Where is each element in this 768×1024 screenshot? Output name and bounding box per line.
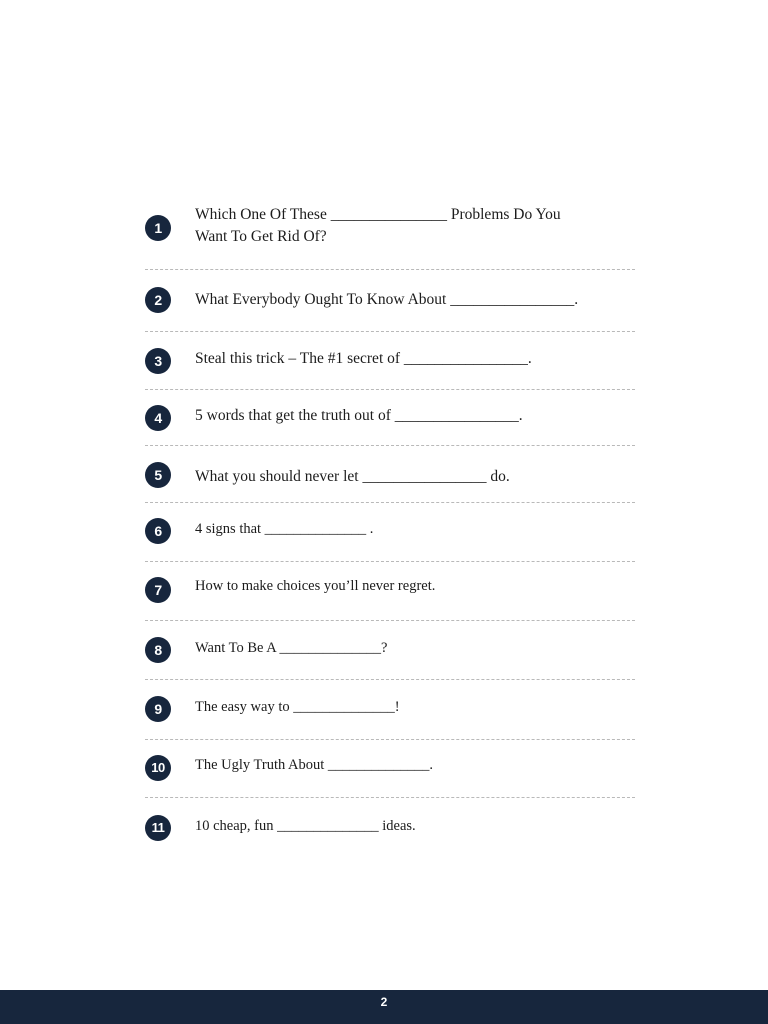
headline-text: The Ugly Truth About ______________. — [195, 757, 434, 773]
dashed-divider — [145, 269, 635, 270]
headline-text: What you should never let ________________ do. — [195, 468, 510, 485]
headline-text: 10 cheap, fun ______________ ideas. — [195, 818, 416, 834]
number-badge: 10 — [145, 755, 171, 781]
number-badge: 7 — [145, 577, 171, 603]
headline-text: What Everybody Ought To Know About ________________. — [195, 291, 579, 308]
number-badge: 5 — [145, 462, 171, 488]
number-badge: 4 — [145, 405, 171, 431]
dashed-divider — [145, 502, 635, 503]
dashed-divider — [145, 445, 635, 446]
headline-text: How to make choices you’ll never regret. — [195, 578, 436, 594]
number-badge: 2 — [145, 287, 171, 313]
number-badge: 9 — [145, 696, 171, 722]
headline-text: 4 signs that ______________ . — [195, 521, 374, 537]
number-badge: 11 — [145, 815, 171, 841]
headline-text: Want To Be A ______________? — [195, 640, 388, 656]
dashed-divider — [145, 561, 635, 562]
headline-text-line: Which One Of These _______________ Problems Do You — [195, 206, 561, 223]
number-badge: 6 — [145, 518, 171, 544]
dashed-divider — [145, 620, 635, 621]
dashed-divider — [145, 331, 635, 332]
dashed-divider — [145, 679, 635, 680]
headline-text — [195, 204, 635, 248]
number-badge: 3 — [145, 348, 171, 374]
headline-text: Steal this trick – The #1 secret of ________________. — [195, 350, 532, 367]
number-badge: 8 — [145, 637, 171, 663]
headline-text-line: Want To Get Rid Of? — [195, 228, 327, 245]
number-badge: 1 — [145, 215, 171, 241]
dashed-divider — [145, 797, 635, 798]
headline-text: The easy way to ______________! — [195, 699, 400, 715]
page-number: 2 — [380, 995, 388, 1009]
headline-text: 5 words that get the truth out of ________________. — [195, 407, 523, 424]
dashed-divider — [145, 739, 635, 740]
dashed-divider — [145, 389, 635, 390]
page-footer — [0, 990, 768, 1024]
